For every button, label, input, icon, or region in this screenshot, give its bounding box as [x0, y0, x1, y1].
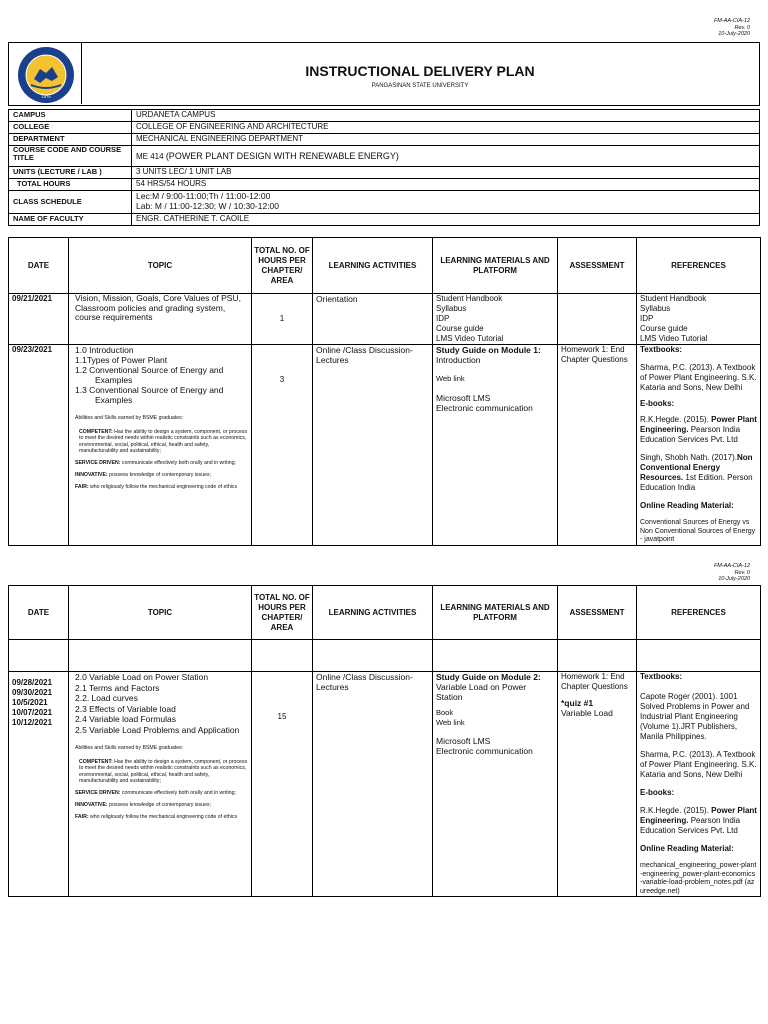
table-row: 09/28/2021 09/30/2021 10/5/2021 10/07/2021 10/12/2021 2.0 Variable Load on Power Station 2.1 Terms and Factors 2.2. Load curves 2.3 Effects of Variable load 2.4 Variable load Formulas 2.5 Variable Load Problems and Application Abilities and Skills earned by BSME graduates: COMPETENT: Has the ability to design a system, component, or process to meet the desired needs within realistic constraints such as economics, environmental, social, political, ethical, health and safety, manufacturability and sustainability; SERVICE DRIVEN: communicate effectively both orally and in writing; INNOVATIVE: possess knowledge of contemporary issues; FAIR: who religiously follow the mechanical engineering code of ethics 15 Online /Class Discussion-Lectures Study Guide on Module 2: Variable Load on Power Station Book Web link Microsoft LMS Electronic communication Homework 1: End Chapter Questions *quiz #1 Variable Load Textbooks: Capote Roger (2001). 1001 Solved Problems in Power and Industrial Plant Engineering (Volume 1).JRT Publishers, Manila Philippines. Sharma, P.C. (2013). A Textbook of Power Plant Engineering. S.K. Kataria and Sons, New Delhi E-books: R.K.Hegde. (2015). Power Plant Engineering. Pearson India Education Services Pvt. Ltd Online Reading Material: mechanical_engineering_power-plant-engineering_power-plant-economics-variable-load-problem_notes.pdf (azureedge.net)	[9, 672, 761, 897]
col-hours: TOTAL NO. OF HOURS PER CHAPTER/ AREA	[252, 238, 313, 294]
col-assessment: ASSESSMENT	[558, 238, 637, 294]
document-header	[8, 42, 760, 106]
table-row: 09/21/2021 Vision, Mission, Goals, Core Values of PSU, Classroom policies and grading system, course requirements 1 Orientation Student Handbook Syllabus IDP Course guide LMS Video Tutorial Student Handbook Syllabus IDP Course guide LMS Video Tutorial	[9, 294, 761, 345]
university-seal-icon	[16, 45, 76, 105]
page-title: INSTRUCTIONAL DELIVERY PLAN	[305, 63, 535, 79]
info-row-college: COLLEGE COLLEGE OF ENGINEERING AND ARCHITECTURE	[9, 122, 760, 134]
col-activities: LEARNING ACTIVITIES	[313, 238, 433, 294]
logo-cell	[9, 43, 82, 104]
table-header-row: DATE TOPIC TOTAL NO. OF HOURS PER CHAPTER/ AREA LEARNING ACTIVITIES LEARNING MATERIALS AND PLATFORM ASSESSMENT REFERENCES	[9, 586, 761, 640]
form-code: FM-AA-CIA-12	[713, 18, 750, 24]
info-row-schedule: CLASS SCHEDULE Lec:M / 9:00-11:00;Th / 11:00-12:00 Lab: M / 11:00-12:30; W / 10:30-12:00	[9, 191, 760, 214]
info-row-hours: TOTAL HOURS 54 HRS/54 HOURS	[9, 179, 760, 191]
delivery-plan-table-2	[8, 585, 761, 897]
info-row-faculty: NAME OF FACULTY ENGR. CATHERINE T. CAOILE	[9, 214, 760, 226]
document-reference-page-2: FM-AA-CIA-12 Rev. 0 10-July-2020	[713, 563, 750, 582]
svg-text:1979: 1979	[41, 94, 51, 99]
revision: Rev. 0	[734, 24, 750, 31]
table-header-row	[9, 238, 761, 294]
delivery-plan-table-1	[8, 237, 761, 546]
document-reference	[714, 18, 750, 38]
table-row-empty	[9, 640, 761, 672]
table-row: 09/23/2021 1.0 Introduction 1.1Types of Power Plant 1.2 Conventional Source of Energy and Examples 1.3 Conventional Source of Energy and Examples Abilities and Skills earned by BSME graduates: COMPETENT: Has the ability to design a system, component, or process to meet the desired needs within realistic constraints such as economics, environmental, social, political, ethical, health and safety, manufacturability and sustainability; SERVICE DRIVEN: communicate effectively both orally and in writing; INNOVATIVE: possess knowledge of contemporary issues; FAIR: who religiously follow the mechanical engineering code of ethics 3 Online /Class Discussion-Lectures Study Guide on Module 1: Introduction Web link Microsoft LMS Electronic communication Homework 1: End Chapter Questions Textbooks: Sharma, P.C. (2013). A Textbook of Power Plant Engineering. S.K. Kataria and Sons, New Delhi E-books: R.K.Hegde. (2015). Power Plant Engineering. Pearson India Education Services Pvt. Ltd Singh, Shobh Nath. (2017).Non Conventional Energy Resources. 1st Edition. Person Education India Online Reading Material: Conventional Sources of Energy vs Non Conventional Sources of Energy - javatpoint	[9, 345, 761, 546]
info-row-course: COURSE CODE AND COURSE TITLE ME 414 (POWER PLANT DESIGN WITH RENEWABLE ENERGY)	[9, 146, 760, 167]
info-row-campus: CAMPUS URDANETA CAMPUS	[9, 110, 760, 122]
col-topic: TOPIC	[69, 238, 252, 294]
online-reading-link[interactable]: Conventional Sources of Energy vs Non Conventional Sources of Energy - javatpoint	[640, 519, 756, 543]
revision-date: 10-July-2020	[718, 31, 750, 37]
col-date: DATE	[9, 238, 69, 294]
page-subtitle: PANGASINAN STATE UNIVERSITY	[371, 83, 469, 89]
col-materials: LEARNING MATERIALS AND PLATFORM	[433, 238, 558, 294]
info-row-units: UNITS (LECTURE / LAB ) 3 UNITS LEC/ 1 UNIT LAB	[9, 167, 760, 179]
course-info-table	[8, 109, 760, 226]
info-row-department: DEPARTMENT MECHANICAL ENGINEERING DEPARTMENT	[9, 134, 760, 146]
online-reading-link[interactable]: mechanical_engineering_power-plant-engineering_power-plant-economics-variable-load-problem_notes.pdf (azureedge.net)	[640, 862, 757, 895]
col-references: REFERENCES	[637, 238, 761, 294]
